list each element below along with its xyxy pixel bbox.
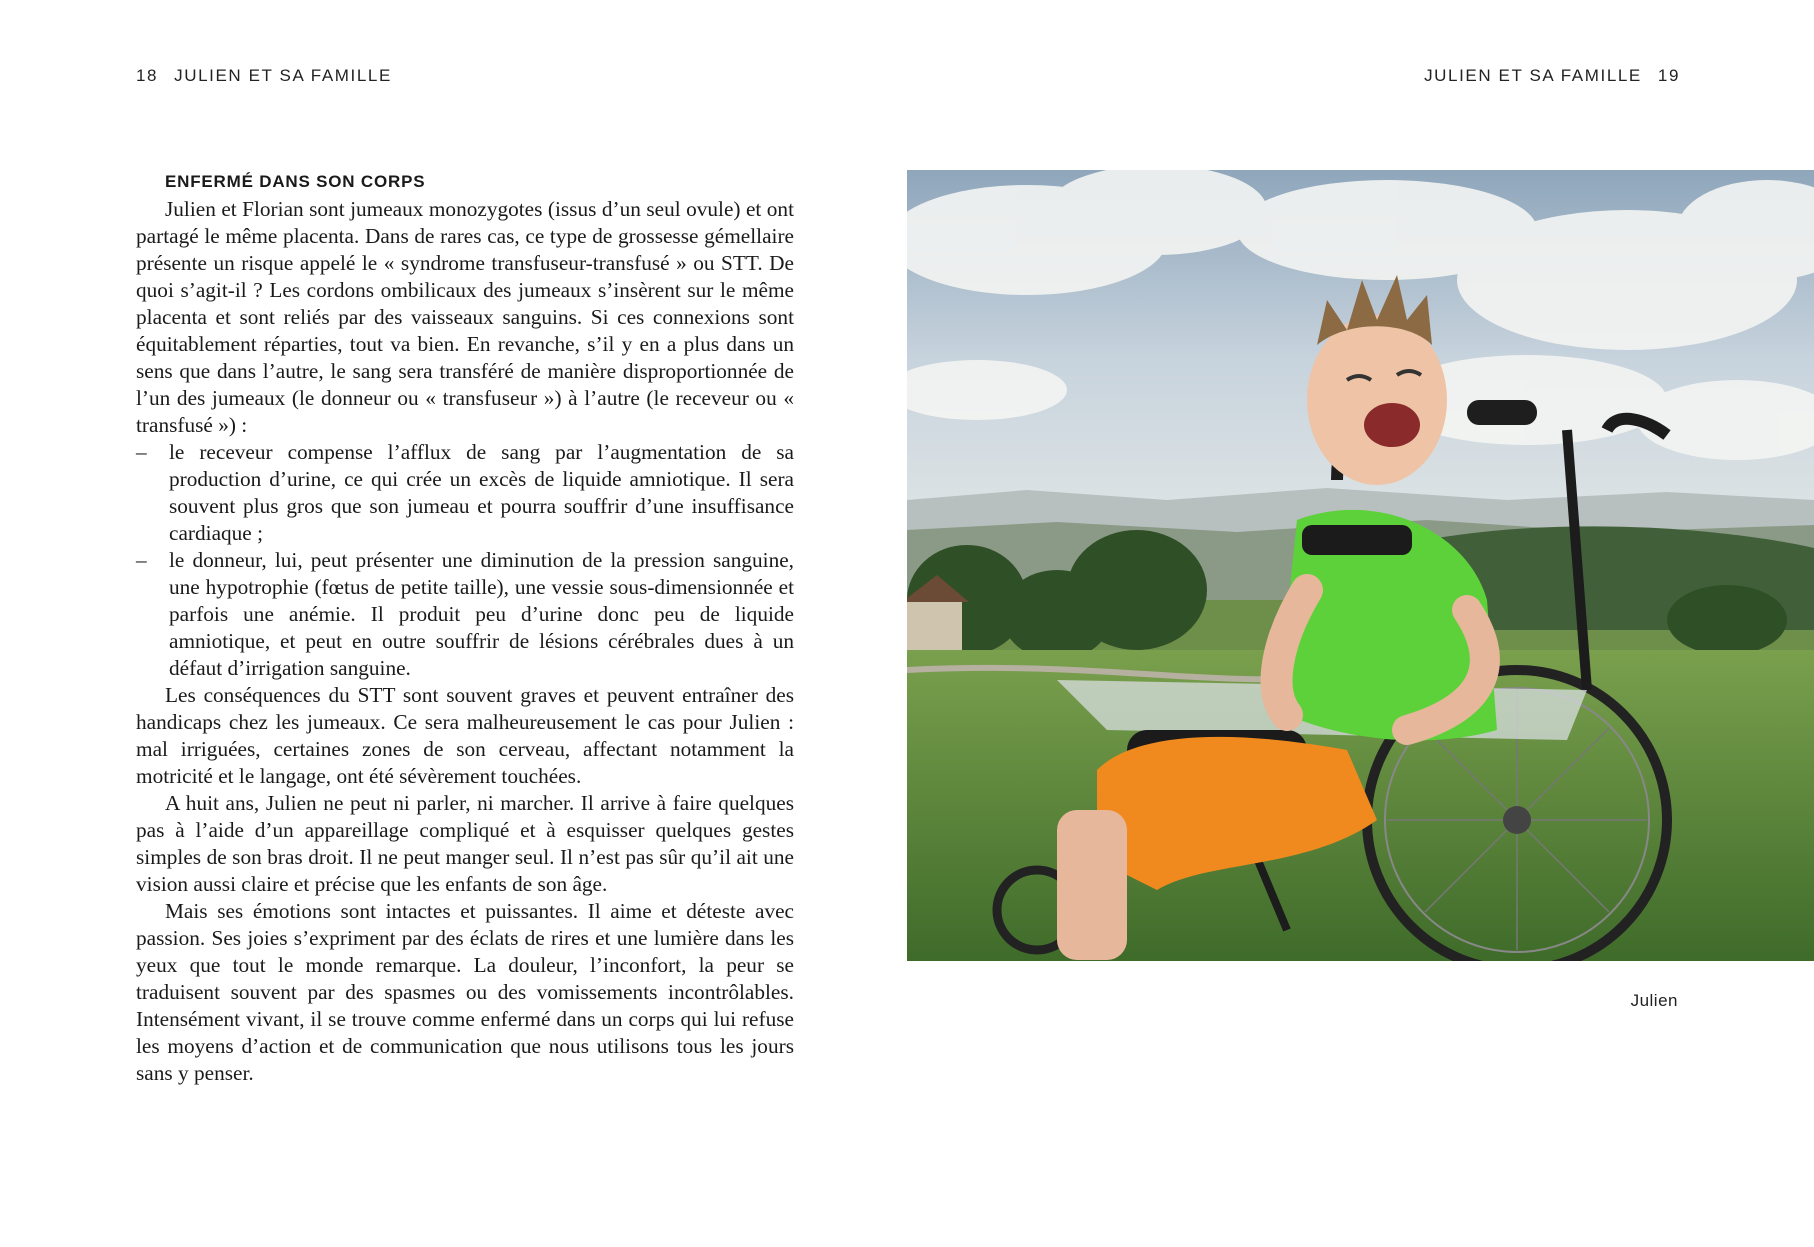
- paragraph-2: Les conséquences du STT sont souvent graves et peuvent entraîner des handicaps chez les jumeaux. Ce sera malheureusement le cas pour Julien : mal irriguées, certaines zones de son cerveau, affectant notamment la motricité et le langage, ont été sévèrement touchées.: [136, 683, 794, 788]
- photo-caption: Julien: [1630, 991, 1678, 1010]
- running-title-right: JULIEN ET SA FAMILLE: [1424, 66, 1642, 85]
- dash-list: [136, 439, 794, 682]
- running-head-right: [1424, 66, 1680, 86]
- running-title-left: JULIEN ET SA FAMILLE: [174, 66, 392, 85]
- list-item-receveur: – le receveur compense l’afflux de sang par l’augmentation de sa production d’urine, ce qui crée un excès de liquide amniotique. Il sera souvent plus gros que son jumeau et pourra souffrir d’une insuffisance cardiaque ;: [136, 439, 794, 547]
- paragraph-4: Mais ses émotions sont intactes et puissantes. Il aime et déteste avec passion. Ses joies s’expriment par des éclats de rires et une lumière dans les yeux que tout le monde remarque. La douleur, l’inconfort, la peur se traduisent souvent par des spasmes ou des vomissements incontrôlables. Intensément vivant, il se trouve comme enfermé dans un corps qui lui refuse les moyens d’action et de communication que nous utilisons tous les jours sans y penser.: [136, 899, 794, 1085]
- page-number-right: 19: [1657, 66, 1680, 85]
- list-item-donneur: – le donneur, lui, peut présenter une diminution de la pression sanguine, une hypotrophie (fœtus de petite taille), une vessie sous-dimensionnée et parfois une anémie. Il produit peu d’urine donc peu de liquide amniotique, et peut en outre souffrir de lésions cérébrales dues à un défaut d’irrigation sanguine.: [136, 547, 794, 682]
- paragraph-3: A huit ans, Julien ne peut ni parler, ni marcher. Il arrive à faire quelques pas à l’aide d’un appareillage compliqué et à esquisser quelques gestes simples de son bras droit. Il ne peut manger seul. Il n’est pas sûr qu’il ait une vision aussi claire et précise que les enfants de son âge.: [136, 791, 794, 896]
- photo-julien: [907, 170, 1814, 961]
- photo-illustration: [907, 170, 1814, 961]
- page-number-left: 18: [136, 66, 159, 85]
- article-body: [136, 170, 794, 1087]
- running-head-left: [136, 66, 392, 86]
- section-title: ENFERMÉ DANS SON CORPS: [165, 172, 426, 191]
- paragraph-1: Julien et Florian sont jumeaux monozygotes (issus d’un seul ovule) et ont partagé le même placenta. Dans de rares cas, ce type de grossesse gémellaire présente un risque appelé le « syndrome transfuseur-transfusé » ou STT. De quoi s’agit-il ? Les cordons ombilicaux des jumeaux s’insèrent sur le même placenta et sont reliés par des vaisseaux sanguins. Si ces connexions sont équitablement réparties, tout va bien. En revanche, s’il y en a plus dans un sens que dans l’autre, le sang sera transféré de manière disproportionnée de l’un des jumeaux (le donneur ou « transfuseur ») à l’autre (le receveur ou « transfusé ») :: [136, 197, 794, 437]
